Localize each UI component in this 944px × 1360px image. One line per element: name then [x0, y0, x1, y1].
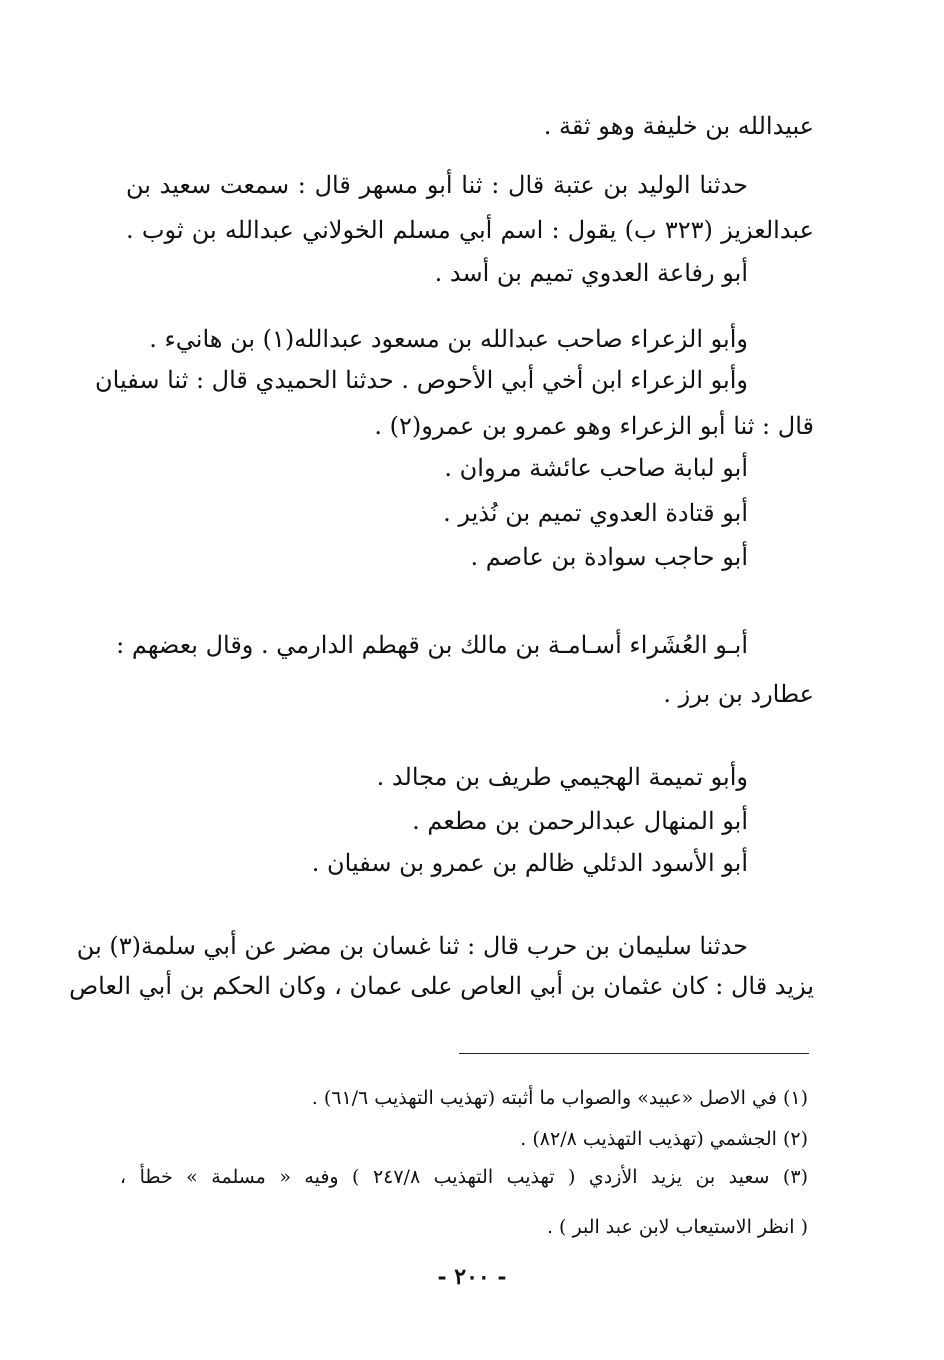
- footnote-3: (٣) سعيد بن يزيد الأزدي ( تهذيب التهذيب ٢٤٧/٨ ) وفيه « مسلمة » خطأ ،: [120, 1166, 808, 1188]
- text-line-1: عبيدالله بن خليفة وهو ثقة .: [543, 112, 814, 140]
- text-line-13: وأبو تميمة الهجيمي طريف بن مجالد .: [376, 763, 748, 791]
- text-line-12: عطارد بن برز .: [663, 680, 814, 708]
- footnote-separator: [459, 1053, 809, 1054]
- footnote-1: (١) في الاصل «عبيد» والصواب ما أثبته (تهذيب التهذيب ٦١/٦) .: [311, 1087, 808, 1109]
- page-number: - ٢٠٠ -: [437, 1264, 507, 1290]
- text-line-11: أبـو العُشَراء أسـامـة بن مالك بن قهطم الدارمي . وقال بعضهم :: [116, 631, 748, 659]
- text-line-10: أبو حاجب سوادة بن عاصم .: [470, 543, 748, 571]
- text-line-2: حدثنا الوليد بن عتبة قال : ثنا أبو مسهر قال : سمعت سعيد بن: [126, 171, 748, 199]
- footnote-3-continued: ( انظر الاستيعاب لابن عبد البر ) .: [546, 1216, 808, 1238]
- text-line-15: أبو الأسود الدئلي ظالم بن عمرو بن سفيان .: [311, 849, 748, 877]
- text-line-9: أبو قتادة العدوي تميم بن نُذير .: [443, 499, 748, 527]
- text-line-16: حدثنا سليمان بن حرب قال : ثنا غسان بن مضر عن أبي سلمة(٣) بن: [76, 932, 748, 960]
- text-line-7: قال : ثنا أبو الزعراء وهو عمرو بن عمرو(٢) .: [374, 412, 814, 440]
- text-line-4: أبو رفاعة العدوي تميم بن أسد .: [434, 259, 748, 287]
- text-line-5: وأبو الزعراء صاحب عبدالله بن مسعود عبدالله(١) بن هانيء .: [149, 325, 748, 353]
- text-line-8: أبو لبابة صاحب عائشة مروان .: [444, 454, 748, 482]
- text-line-3: عبدالعزيز (٣٢٣ ب) يقول : اسم أبي مسلم الخولاني عبدالله بن ثوب .: [126, 216, 814, 244]
- text-line-17: يزيد قال : كان عثمان بن أبي العاص على عمان ، وكان الحكم بن أبي العاص: [69, 972, 814, 1000]
- footnote-2: (٢) الجشمي (تهذيب التهذيب ٨٢/٨) .: [520, 1128, 808, 1150]
- text-line-14: أبو المنهال عبدالرحمن بن مطعم .: [412, 807, 748, 835]
- text-line-6: وأبو الزعراء ابن أخي أبي الأحوص . حدثنا الحميدي قال : ثنا سفيان: [95, 366, 748, 394]
